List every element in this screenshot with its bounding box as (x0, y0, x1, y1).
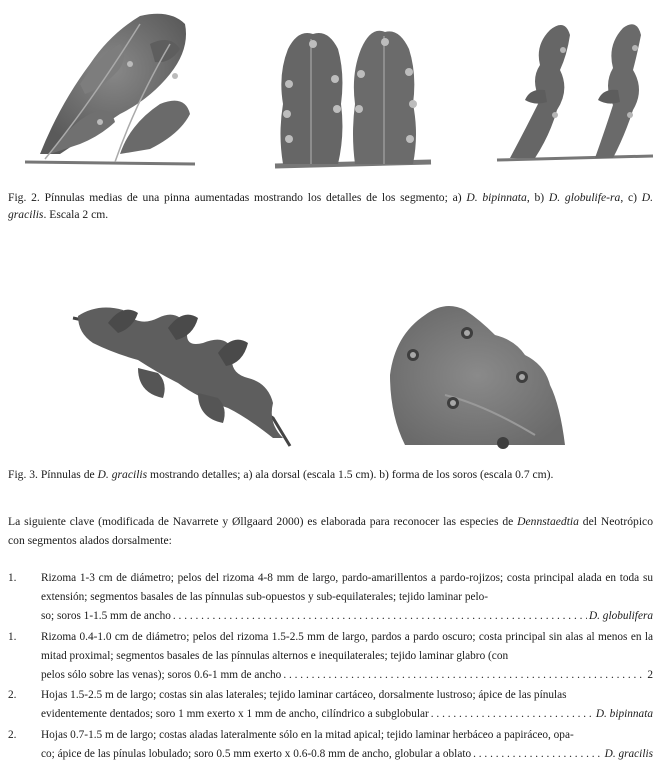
fig2-species-c: D. gracilis (8, 191, 654, 221)
key-item-result: 2 (647, 669, 653, 682)
fig2-sep-c: , c) (620, 191, 642, 204)
fig2-caption (8, 189, 653, 223)
leader-dots (173, 607, 587, 626)
key-item-number: 2. (8, 729, 17, 741)
fig2-panel-a-bipinnata-photo (20, 4, 200, 174)
leader-dots (431, 705, 594, 724)
fig3-panel-a-dorsal-wing-photo (68, 298, 298, 448)
key-item (8, 726, 653, 764)
key-item (8, 628, 653, 686)
key-item-last-line: so; soros 1-1.5 mm de ancho (41, 610, 171, 623)
fig3-caption-prefix: Fig. 3. Pínnulas de (8, 468, 98, 481)
figure-3 (0, 290, 663, 460)
fig2-panel-c-gracilis-photo (495, 10, 655, 170)
key-item-number: 1. (8, 572, 17, 584)
leader-dots (473, 745, 603, 764)
fig3-caption-rest: mostrando detalles; a) ala dorsal (escala 1.5 cm). b) forma de los soros (escala 0.7 cm). (147, 468, 554, 481)
intro-text-2: del Neotrópico con segmentos alados dorsalmente: (8, 515, 653, 547)
leader-dots (283, 666, 645, 685)
key-item-last-line: pelos sólo sobre las venas); soros 0.6-1 mm de ancho (41, 669, 282, 682)
key-item-result: D. globulifera (588, 610, 653, 623)
intro-text-1: La siguiente clave (modificada de Navarrete y Øllgaard 2000) es elaborada para reconocer las especies de (8, 515, 518, 528)
fig3-caption (8, 466, 653, 483)
key-item-text: Rizoma 0.4-1.0 cm de diámetro; pelos del rizoma 1.5-2.5 mm de largo, pardos a pardo oscuro; costa principal sin alas al menos en la mitad proximal; segmentos basales de las pínnulas alternos e inequilaterales; tejido laminar glabro (con (41, 631, 653, 663)
fig2-caption-end: . Escala 2 cm. (43, 208, 109, 221)
fig2-sep-b: , b) (526, 191, 549, 204)
key-item-number: 2. (8, 689, 17, 701)
intro-paragraph (8, 512, 653, 550)
key-item-result: D. gracilis (604, 748, 653, 761)
figure-2 (0, 0, 663, 185)
key-item-number: 1. (8, 631, 17, 643)
key-item-text: Hojas 0.7-1.5 m de largo; costas aladas lateralmente sólo en la mitad apical; tejido laminar herbáceo a papiráceo, opa- (41, 729, 574, 741)
key-item-text: Hojas 1.5-2.5 m de largo; costas sin alas laterales; tejido laminar cartáceo, dorsalmente lustroso; ápice de las pínulas (41, 689, 567, 701)
key-item (8, 569, 653, 627)
fig3-panel-b-sori-photo (385, 295, 570, 450)
key-item (8, 686, 653, 724)
fig2-panel-b-globulifera-photo (273, 14, 433, 179)
key-item-last-line: evidentemente dentados; soro 1 mm exerto x 1 mm de ancho, cilíndrico a subglobular (41, 708, 429, 721)
key-item-text: Rizoma 1-3 cm de diámetro; pelos del rizoma 4-8 mm de largo, pardo-amarillentos a pardo-rojizos; costa principal alada en toda su extensión; segmentos basales de las pínnulas sub-opuestos y sub-equilaterales; tejido laminar pelo- (41, 572, 653, 604)
key-item-result: D. bipinnata (595, 708, 653, 721)
fig2-species-a: D. bipinnata (466, 191, 527, 204)
fig2-caption-prefix: Fig. 2. Pínnulas medias de una pinna aumentadas mostrando los detalles de los segmento; a) (8, 191, 467, 204)
fig3-species: D. gracilis (97, 468, 148, 481)
key-item-last-line: co; ápice de las pínulas lobulado; soro 0.5 mm exerto x 0.6-0.8 mm de ancho, globular a oblato (41, 748, 472, 761)
fig2-species-b: D. globulife-ra (548, 191, 621, 204)
intro-genus: Dennstaedtia (517, 515, 579, 528)
